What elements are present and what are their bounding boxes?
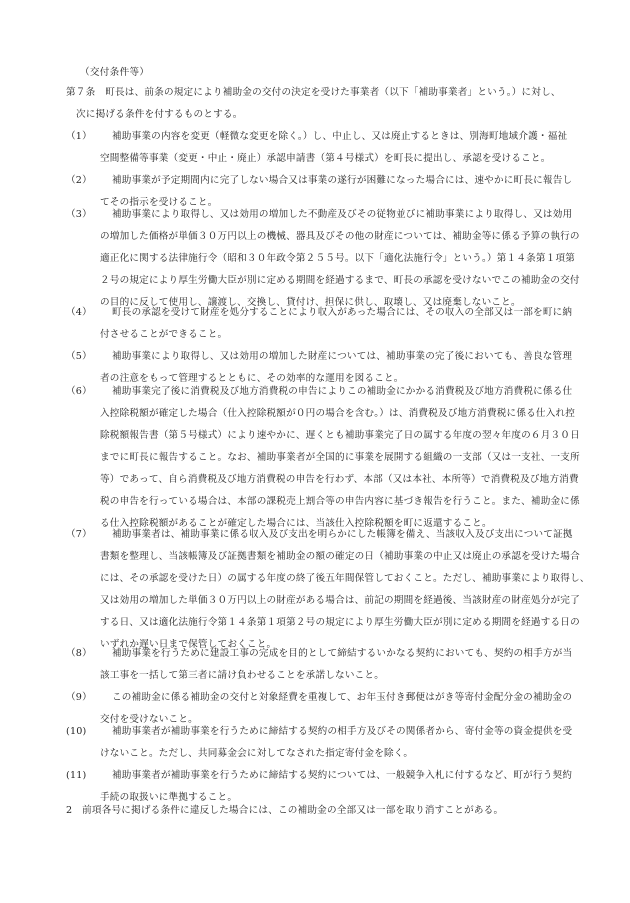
item-7 [66, 524, 590, 656]
item-number: （7） [66, 529, 92, 540]
item-text-line: 補助事業が予定期間内に完了しない場合又は事業の遂行が困難になった場合には、速やかに町長に報告し [112, 175, 573, 186]
item-text-line: 者の注意をもって管理するとともに、その効率的な運用を図ること。 [100, 373, 404, 384]
article-7 [66, 82, 580, 126]
item-1 [66, 126, 580, 170]
item-text-line: 書類を整理し、当該帳簿及び証拠書類を補助金の額の確定の日（補助事業の中止又は廃止の承認を受けた場合 [100, 551, 580, 562]
item-text-line: する日、又は適化法施行令第１４条第１項第２号の規定により厚生労働大臣が別に定める期間を経過する日の [100, 617, 580, 628]
paragraph-2 [66, 800, 580, 822]
item-number: （8） [66, 648, 92, 659]
item-text-line: ２号の規定により厚生労働大臣が別に定める期間を経過するまで、町長の承認を受けないでこの補助金の交付 [100, 275, 580, 286]
item-text-line: 補助事業を行うために建設工事の完成を目的として締結するいかなる契約においても、契約の相手方が当 [112, 648, 573, 659]
item-text-line: 町長の承認を受けて財産を処分することにより収入があった場合には、その収入の全部又は一部を町に納 [112, 307, 573, 318]
item-text-line: 補助事業完了後に消費税及び地方消費税の申告によりこの補助金にかかる消費税及び地方消費税に係る仕 [112, 386, 573, 397]
item-text-line: の目的に反して使用し、譲渡し、交換し、貸付け、担保に供し、取壊し、又は廃棄しないこと。 [100, 297, 521, 308]
item-10 [66, 721, 580, 765]
item-text-line: 該工事を一括して第三者に請け負わせることを承諾しないこと。 [100, 670, 385, 681]
item-number: （3） [66, 209, 92, 220]
article-first-line [66, 82, 580, 104]
item-text-line: 等）であって、自ら消費税及び地方消費税の申告を行わず、本部（又は本社、本所等）で消費税及び地方消費 [100, 474, 579, 485]
item-text-line: 手続の取扱いに準拠すること。 [100, 792, 238, 803]
item-text-line: 補助事業者が補助事業を行うために締結する契約については、一般競争入札に付するなど、町が行う契約 [112, 770, 573, 781]
item-number: （9） [66, 692, 92, 703]
item-text-line: 補助事業により取得し、又は効用の増加した不動産及びその従物並びに補助事業により取得し、又は効用 [112, 209, 573, 220]
item-3 [66, 204, 580, 314]
item-text-line: 適正化に関する法律施行令（昭和３０年政令第２５５号。以下「適化法施行令」という。）第１４条第１項第 [100, 253, 576, 264]
item-number: (10) [66, 726, 87, 737]
item-text-line: 補助事業者が補助事業を行うために締結する契約の相手方及びその関係者から、寄付金等の資金提供を受 [112, 726, 573, 737]
item-number: （2） [66, 175, 92, 186]
item-text-line: いずれか遅い日まで保管しておくこと。 [100, 639, 277, 650]
article-text-line: 次に掲げる条件を付するものとする。 [76, 109, 243, 120]
item-text-line: までに町長に報告すること。なお、補助事業者が全国的に事業を展開する組織の一支部（又は一支社、一支所 [100, 452, 580, 463]
article-label: 第７条 [66, 87, 96, 98]
item-text-line: 除税額報告書（第５号様式）により速やかに、遅くとも補助事業完了日の属する年度の翌々年度の６月３０日 [100, 430, 580, 441]
article-caption: （交付条件等） [80, 67, 150, 78]
item-text-line: 補助事業により取得し、又は効用の増加した財産については、補助事業の完了後においても、善良な管理 [112, 351, 573, 362]
item-text-line: 補助事業の内容を変更（軽微な変更を除く。）し、中止し、又は廃止するときは、別海町地域介護・福祉 [112, 131, 568, 142]
item-text-line: 入控除税額が確定した場合（仕入控除税額が０円の場合を含む。）は、消費税及び地方消費税に係る仕入れ控 [100, 408, 576, 419]
item-text-line: る仕入控除税額があることが確定した場合には、当該仕入控除税額を町に返還すること。 [100, 518, 492, 529]
item-text-line: の増加した価格が単価３０万円以上の機械、器具及びその他の財産については、補助金等に係る予算の執行の [100, 231, 580, 242]
paragraph-number: 2 [66, 805, 73, 816]
item-text-line: には、その承認を受けた日）の属する年度の終了後五年間保管しておくこと。ただし、補助事業により取得し、 [100, 573, 590, 584]
item-text-line: 付させることができること。 [100, 329, 228, 340]
item-number: （1） [66, 131, 92, 142]
item-8 [66, 643, 580, 687]
paragraph-text-line: 前項各号に掲げる条件に違反した場合には、この補助金の全部又は一部を取り消すことがある。 [82, 805, 504, 816]
item-text-line: 空間整備等事業（変更・中止・廃止）承認申請書（第４号様式）を町長に提出し、承認を受けること。 [100, 153, 551, 164]
item-number: （4） [66, 307, 92, 318]
item-text-line: けないこと。ただし、共同募金会に対してなされた指定寄付金を除く。 [100, 748, 414, 759]
item-text-line: 又は効用の増加した単価３０万円以上の財産がある場合は、前記の期間を経過後、当該財産の財産処分が完了 [100, 595, 580, 606]
item-6 [66, 381, 580, 535]
item-text-line: この補助金に係る補助金の交付と対象経費を重複して、お年玉付き郵便はがき等寄付金配分金の補助金の [112, 692, 573, 703]
item-number: (11) [66, 770, 87, 781]
item-number: （5） [66, 351, 92, 362]
item-number: （6） [66, 386, 92, 397]
item-4 [66, 302, 580, 346]
item-text-line: 補助事業者は、補助事業に係る収入及び支出を明らかにした帳簿を備え、当該収入及び支出について証拠 [112, 529, 573, 540]
article-text-line: 町長は、前条の規定により補助金の交付の決定を受けた事業者（以下「補助事業者」という。）に対し、 [105, 87, 561, 98]
item-text-line: 交付を受けないこと。 [100, 714, 198, 725]
item-text-line: てその指示を受けること。 [100, 197, 218, 208]
item-text-line: 税の申告を行っている場合は、本部の課税売上割合等の申告内容に基づき報告を行うこと。また、補助金に係 [100, 496, 580, 507]
